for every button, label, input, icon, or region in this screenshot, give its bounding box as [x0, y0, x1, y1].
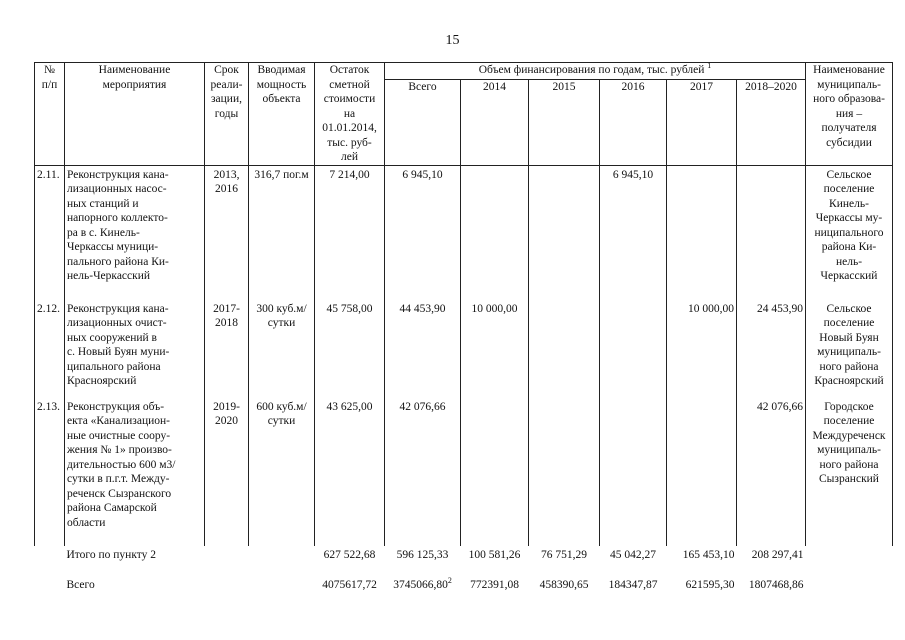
header-term: Срок реали- зации, годы [205, 63, 249, 166]
row-2017 [667, 165, 737, 300]
header-2015: 2015 [529, 80, 600, 165]
table-row [35, 165, 893, 300]
row-capacity: 316,7 пог.м [249, 165, 315, 300]
row-2015 [529, 398, 600, 546]
header-total: Всего [385, 80, 461, 165]
page-number: 15 [445, 33, 460, 48]
subtotal-2015: 76 751,29 [541, 548, 587, 561]
grand-total-2017: 621595,30 [685, 578, 735, 591]
header-2014: 2014 [461, 80, 529, 165]
grand-total-2018-2020: 1807468,86 [748, 578, 804, 591]
grand-total-remaining: 4075617,72 [322, 578, 377, 591]
row-2015 [529, 165, 600, 300]
row-2014 [461, 398, 529, 546]
subtotal-2016: 45 042,27 [610, 548, 656, 561]
row-number: 2.11. [35, 165, 65, 300]
financing-table [34, 62, 893, 598]
header-no: № п/п [35, 63, 65, 166]
subtotal-total: 596 125,33 [396, 548, 449, 561]
row-recipient: Сельское поселение Новый Буян муниципаль- ного района Красноярский [806, 300, 893, 398]
row-2016 [600, 300, 667, 398]
header-2017: 2017 [667, 80, 737, 165]
row-2014: 10 000,00 [461, 300, 529, 398]
row-term: 2019- 2020 [205, 398, 249, 546]
row-2018-2020: 42 076,66 [737, 398, 806, 546]
grand-total-2015: 458390,65 [539, 578, 589, 591]
subtotal-2014: 100 581,26 [468, 548, 521, 561]
row-remaining: 43 625,00 [315, 398, 385, 546]
row-2017: 10 000,00 [667, 300, 737, 398]
row-2015 [529, 300, 600, 398]
row-2016 [600, 398, 667, 546]
row-name: Реконструкция кана- лизационных очист- ных сооружений в с. Новый Буян муни- ципального района Красноярский [65, 300, 205, 398]
grand-total-2016: 184347,87 [608, 578, 658, 591]
row-total: 44 453,90 [385, 300, 461, 398]
header-recipient: Наименование муниципаль- ного образова- ния – получателя субсидии [806, 63, 893, 166]
grand-total-2014: 772391,08 [470, 578, 519, 591]
row-name: Реконструкция объ- екта «Канализацион- ные очистные соору- жения № 1» произво- дительностью 600 м3/ сутки в п.г.т. Между- реченск Сызранского района Самарской области [65, 398, 205, 546]
row-capacity: 300 куб.м/ сутки [249, 300, 315, 398]
row-number: 2.13. [35, 398, 65, 546]
table-row [35, 300, 893, 398]
subtotal-remaining: 627 522,68 [323, 548, 376, 561]
subtotal-row [35, 546, 893, 576]
header-2018-2020: 2018–2020 [737, 80, 806, 165]
row-recipient: Городское поселение Междуреченск муниципаль- ного района Сызранский [806, 398, 893, 546]
row-2016: 6 945,10 [600, 165, 667, 300]
grand-total-row [35, 576, 893, 598]
table-row [35, 398, 893, 546]
row-name: Реконструкция кана- лизационных насос- ных станций и напорного коллекто- ра в с. Кинель- Черкассы муници- пального района Ки- нель-Черкасский [65, 165, 205, 300]
row-remaining: 45 758,00 [315, 300, 385, 398]
row-total: 6 945,10 [385, 165, 461, 300]
header-name: Наименование мероприятия [65, 63, 205, 166]
grand-total-label: Всего [66, 578, 95, 591]
row-2017 [667, 398, 737, 546]
header-remaining: Остаток сметной стоимости на 01.01.2014, тыс. руб- лей [315, 63, 385, 166]
row-2018-2020 [737, 165, 806, 300]
header-funding: Объем финансирования по годам, тыс. рублей $^1$ [385, 63, 806, 80]
footnote-mark: 1 [707, 61, 712, 71]
footnote-mark: 2 [447, 575, 452, 585]
row-2018-2020: 24 453,90 [737, 300, 806, 398]
grand-total-total: 3745066,80$^2$ [393, 575, 452, 591]
row-total: 42 076,66 [385, 398, 461, 546]
header-capacity: Вводимая мощность объекта [249, 63, 315, 166]
row-recipient: Сельское поселение Кинель- Черкассы му- ниципального района Ки- нель- Черкасский [806, 165, 893, 300]
subtotal-2017: 165 453,10 [682, 548, 735, 561]
header-2016: 2016 [600, 80, 667, 165]
row-2014 [461, 165, 529, 300]
row-capacity: 600 куб.м/ сутки [249, 398, 315, 546]
row-remaining: 7 214,00 [315, 165, 385, 300]
table-header [35, 63, 893, 166]
row-number: 2.12. [35, 300, 65, 398]
row-term: 2017- 2018 [205, 300, 249, 398]
subtotal-label: Итого по пункту 2 [66, 548, 157, 561]
subtotal-2018-2020: 208 297,41 [751, 548, 804, 561]
row-term: 2013, 2016 [205, 165, 249, 300]
